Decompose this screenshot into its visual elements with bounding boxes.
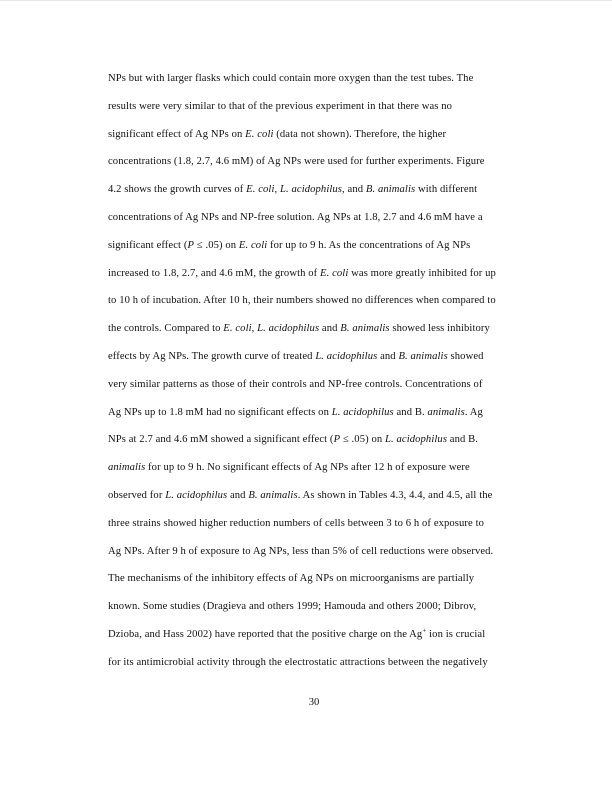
text-run: significant effect of Ag NPs on [108, 128, 246, 140]
text-line [108, 315, 520, 343]
text-line [108, 287, 520, 315]
text-run: ion is crucial [426, 628, 486, 640]
text-run: (data not shown). Therefore, the higher [273, 128, 447, 140]
text-line [108, 565, 520, 593]
text-run: Dzioba, and Hass 2002) have reported that the positive charge on the Ag [108, 628, 423, 640]
italic-run: L. acidophilus [331, 406, 394, 418]
text-run: concentrations (1.8, 2.7, 4.6 mM) of Ag NPs were used for further experiments. Figure [108, 156, 485, 168]
text-line [108, 93, 520, 121]
text-run: NPs but with larger flasks which could contain more oxygen than the test tubes. The [108, 73, 474, 84]
text-run: concentrations of Ag NPs and NP-free solution. Ag NPs at 1.8, 2.7 and 4.6 mM have a [108, 211, 483, 223]
italic-run: E. coli [320, 267, 349, 279]
text-run: and [344, 184, 366, 196]
text-run: was more greatly inhibited for up [348, 267, 496, 279]
text-run: three strains showed higher reduction numbers of cells between 3 to 6 h of exposure to [108, 517, 485, 529]
text-run: for its antimicrobial activity through the electrostatic attractions between the negatively [108, 656, 488, 668]
text-line [108, 454, 520, 482]
text-run: showed [447, 350, 484, 362]
text-line [108, 593, 520, 621]
text-run: results were very similar to that of the previous experiment in that there was no [108, 100, 453, 112]
text-run: and [227, 489, 249, 501]
italic-run: E. coli, L. acidophilus [223, 323, 320, 335]
text-run: Ag NPs up to 1.8 mM had no significant effects on [108, 406, 332, 418]
italic-run: E. coli [238, 239, 268, 251]
text-run: The mechanisms of the inhibitory effects of Ag NPs on microorganisms are partially [108, 573, 475, 585]
text-line [108, 482, 520, 510]
text-line [108, 343, 520, 371]
text-run: for up to 9 h. No significant effects of Ag NPs after 12 h of exposure were [145, 462, 470, 474]
italic-run: P [333, 434, 341, 446]
text-line [108, 148, 520, 176]
text-run: . Ag [464, 406, 483, 418]
text-line [108, 204, 520, 232]
text-line [108, 649, 520, 677]
text-run: very similar patterns as those of their controls and NP-free controls. Concentrations of [108, 378, 483, 390]
text-run: NPs at 2.7 and 4.6 mM showed a significant effect ( [108, 434, 334, 446]
text-run: for up to 9 h. As the concentrations of Ag NPs [267, 239, 471, 251]
text-run: known. Some studies (Dragieva and others 1999; Hamouda and others 2000; Dibrov, [108, 601, 477, 613]
page-number: 30 [308, 697, 320, 708]
italic-run: L. acidophilus [165, 489, 228, 501]
text-run: . As shown in Tables 4.3, 4.4, and 4.5, all the [297, 489, 493, 501]
text-line [108, 232, 520, 260]
text-run: observed for [108, 489, 166, 501]
italic-run: L. acidophilus [315, 350, 378, 362]
text-line [108, 621, 520, 649]
text-line [108, 176, 520, 204]
italic-run: animalis [108, 462, 146, 474]
text-run: the controls. Compared to [108, 323, 224, 335]
text-line [108, 121, 520, 149]
text-line [108, 399, 520, 427]
text-run: significant effect ( [108, 239, 188, 251]
italic-run: B. animalis [365, 184, 416, 196]
italic-run: E. coli, L. acidophilus, [246, 184, 345, 196]
italic-run: animalis [427, 406, 465, 418]
superscript-run: + [422, 626, 427, 635]
text-run: and [377, 350, 399, 362]
body-text [108, 65, 520, 677]
italic-run: E. coli [245, 128, 274, 140]
text-run: to 10 h of incubation. After 10 h, their numbers showed no differences when compared to [108, 295, 496, 307]
italic-run: P [187, 239, 195, 251]
text-run: increased to 1.8, 2.7, and 4.6 mM, the growth of [108, 267, 321, 279]
text-run: and B. [447, 434, 479, 446]
text-run: showed less inhibitory [389, 323, 490, 335]
text-run: 4.2 shows the growth curves of [108, 184, 247, 196]
text-run: ≤ .05) on [194, 239, 239, 251]
text-run: effects by Ag NPs. The growth curve of treated [108, 350, 316, 362]
text-run: ≤ .05) on [340, 434, 386, 446]
text-line [108, 371, 520, 399]
text-line [108, 426, 520, 454]
italic-run: B. animalis [398, 350, 448, 362]
italic-run: B. animalis [340, 323, 390, 335]
italic-run: B. animalis [248, 489, 298, 501]
text-line [108, 260, 520, 288]
text-run: and B. [393, 406, 428, 418]
text-line [108, 510, 520, 538]
text-line [108, 538, 520, 566]
text-run: and [319, 323, 341, 335]
text-run: Ag NPs. After 9 h of exposure to Ag NPs, less than 5% of cell reductions were observed. [108, 545, 494, 557]
text-line [108, 65, 520, 93]
italic-run: L. acidophilus [385, 434, 448, 446]
text-run: with different [415, 184, 478, 196]
